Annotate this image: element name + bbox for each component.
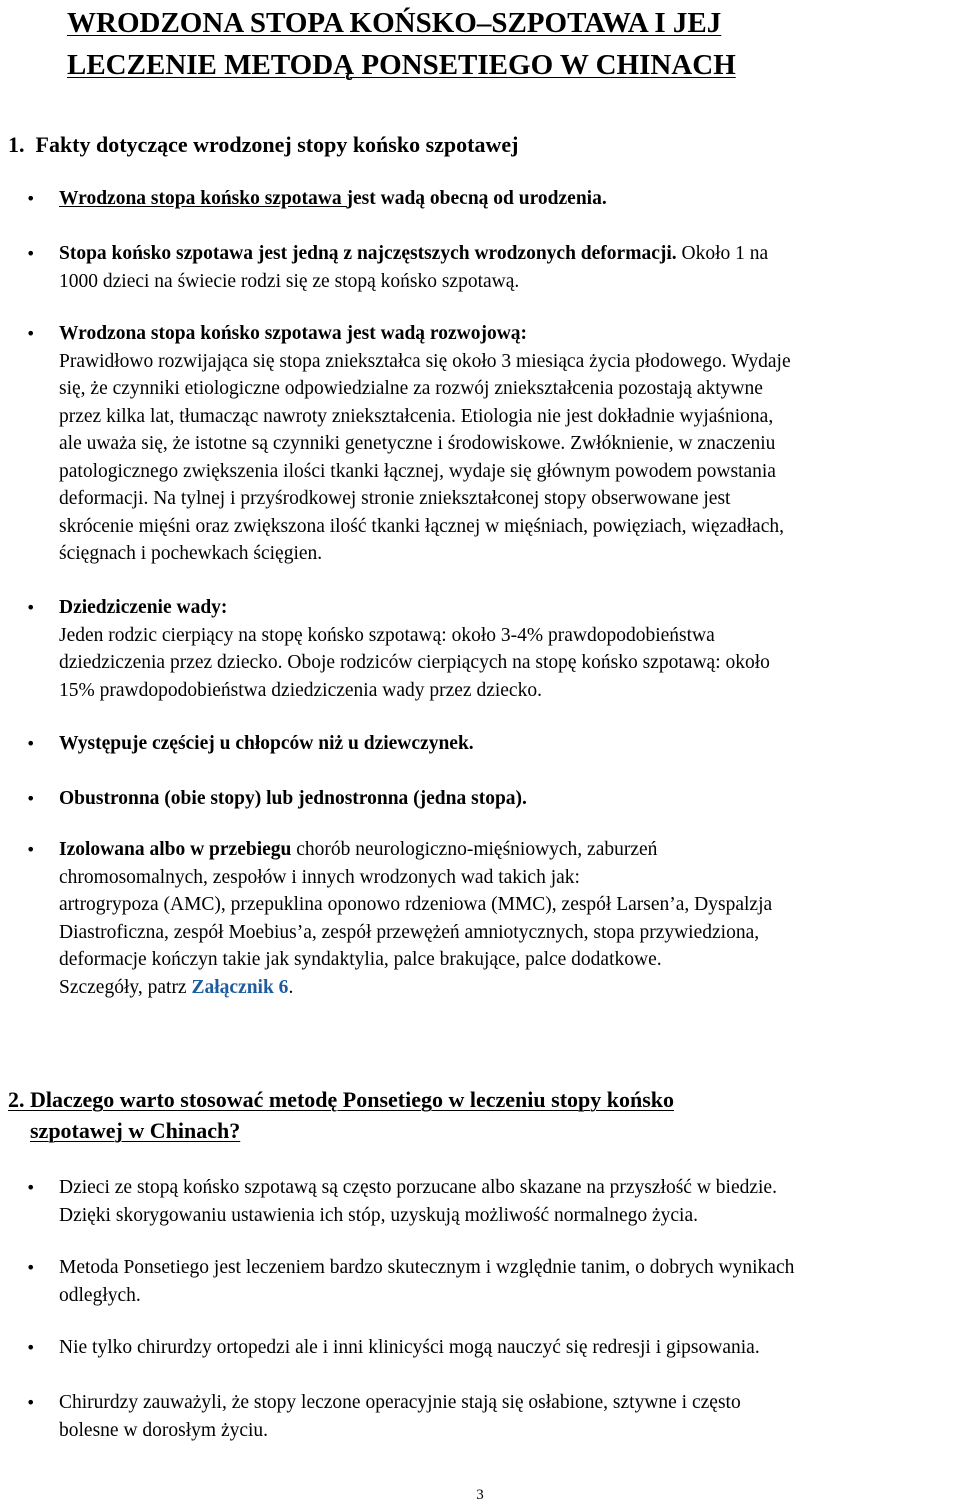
bullet-3-line-6: deformacji. Na tylnej i przyśrodkowej stronie zniekształconej stopy obserwowane jest (59, 488, 731, 509)
section-2-bullet-2-line-1: • Metoda Ponsetiego jest leczeniem bardzo skutecznym i względnie tanim, o dobrych wynikach (59, 1257, 795, 1278)
bullet-1-rest: jest wadą obecną od urodzenia. (346, 188, 607, 209)
section-2-bullet-4-line-2: bolesne w dorosłym życiu. (59, 1419, 269, 1441)
bullet-7-rest: chorób neurologiczno-mięśniowych, zaburzeń (291, 839, 658, 860)
section-1-title: Fakty dotyczące wrodzonej stopy końsko szpotawej (35, 132, 519, 157)
section-2-number: 2. (8, 1087, 25, 1112)
section-2-bullet-1-line-2: Dzięki skorygowaniu ustawienia ich stóp, uzyskują możliwość normalnego życia. (59, 1204, 699, 1226)
bullet-5-text: • Występuje częściej u chłopców niż u dziewczynek. (59, 733, 474, 754)
bullet-3-line-2: się, że czynniki etiologiczne odpowiedzialne za rozwój zniekształcenia pozostają aktywne (59, 378, 763, 399)
list-item (59, 1389, 960, 1444)
bullet-7-bold: Izolowana albo w przebiegu (59, 839, 292, 860)
bullet-7-line-4: Diastroficzna, zespół Moebius’a, zespół przewężeń amniotycznych, stopa przywiedziona, (59, 921, 760, 943)
section-2-bullet-4-line-1: • Chirurdzy zauważyli, że stopy leczone operacyjnie stają się osłabione, sztywne i często (59, 1392, 741, 1413)
bullet-3-line-5: patologicznego zwiększenia ilości tkanki łącznej, wydaje się głównym powodem powstania (59, 460, 776, 482)
page-number: 3 (476, 1487, 484, 1503)
section-1-heading (8, 130, 518, 160)
list-item (59, 730, 960, 758)
section-2-heading (8, 1084, 908, 1146)
list-item (59, 185, 960, 213)
list-item (59, 785, 960, 813)
bullet-3-line-4: ale uważa się, że istotne są czynniki genetyczne i środowiskowe. Zwłóknienie, w znaczeniu (59, 433, 776, 454)
list-item (59, 1334, 960, 1362)
bullet-3-line-7: skrócenie mięśni oraz zwiększona ilość tkanki łącznej w mięśniach, powięziach, więzadłach, (59, 515, 784, 537)
bullet-3-line-1: Prawidłowo rozwijająca się stopa zniekształca się około 3 miesiąca życia płodowego. Wydaje (59, 350, 791, 372)
section-2-bullet-1-line-1: • Dzieci ze stopą końsko szpotawą są często porzucane albo skazane na przyszłość w biedzie. (59, 1177, 777, 1198)
section-2-title-line-1: Dlaczego warto stosować metodę Ponsetiego w leczeniu stopy końsko (30, 1087, 675, 1112)
bullet-1-lead: Wrodzona stopa końsko szpotawa (59, 188, 347, 209)
bullet-7-line-2: chromosomalnych, zespołów i innych wrodzonych wad takich jak: (59, 866, 580, 888)
bullet-4-heading: • Dziedziczenie wady: (59, 597, 228, 618)
section-2-bullet-2-line-2: odległych. (59, 1284, 141, 1306)
bullet-7-line-5: deformacje kończyn takie jak syndaktylia, palce brakujące, palce dodatkowe. (59, 949, 662, 970)
bullet-4-line-3: 15% prawdopodobieństwa dziedziczenia wady przez dziecko. (59, 679, 542, 701)
bullet-6-text: • Obustronna (obie stopy) lub jednostronna (jedna stopa). (59, 788, 527, 809)
bullet-4-line-1: Jeden rodzic cierpiący na stopę końsko szpotawą: około 3-4% prawdopodobieństwa (59, 624, 715, 646)
bullet-3-line-3: przez kilka lat, tłumacząc nawroty zniekształcenia. Etiologia nie jest dokładnie wyjaśniona, (59, 405, 774, 427)
section-2-bullet-3-line-1: • Nie tylko chirurdzy ortopedzi ale i inni klinicyści mogą nauczyć się redresji i gipsowania. (59, 1337, 760, 1358)
section-1-number: 1. (8, 132, 25, 157)
bullet-7-line-6-pre: Szczegóły, patrz (59, 976, 192, 998)
bullet-2-bold: Stopa końsko szpotawa jest jedną z najczęstszych wrodzonych deformacji. (59, 243, 677, 264)
title-line-1: WRODZONA STOPA KOŃSKO–SZPOTAWA I JEJ (67, 7, 722, 39)
bullet-7-line-6-post: . (288, 976, 294, 998)
list-item (59, 320, 960, 568)
bullet-2-line-2: 1000 dzieci na świecie rodzi się ze stopą końsko szpotawą. (59, 270, 520, 292)
bullet-2-tail: Około 1 na (676, 243, 769, 264)
bullet-3-heading: • Wrodzona stopa końsko szpotawa jest wadą rozwojową: (59, 323, 528, 344)
bullet-4-line-2: dziedziczenia przez dziecko. Oboje rodziców cierpiących na stopę końsko szpotawą: około (59, 652, 770, 673)
bullet-3-line-8: ścięgnach i pochewkach ścięgien. (59, 543, 323, 564)
section-2-title-line-2: szpotawej w Chinach? (30, 1118, 241, 1143)
bullet-7-line-3: artrogrypoza (AMC), przepuklina oponowo rdzeniowa (MMC), zespół Larsen’a, Dyspalzja (59, 894, 773, 915)
list-item (59, 1254, 960, 1309)
list-item (59, 240, 960, 295)
list-item (59, 1174, 960, 1229)
list-item (59, 836, 960, 1001)
appendix-6-link[interactable]: Załącznik 6 (191, 976, 289, 998)
page-title (67, 2, 736, 86)
list-item (59, 594, 960, 704)
title-line-2: LECZENIE METODĄ PONSETIEGO W CHINACH (67, 49, 736, 81)
